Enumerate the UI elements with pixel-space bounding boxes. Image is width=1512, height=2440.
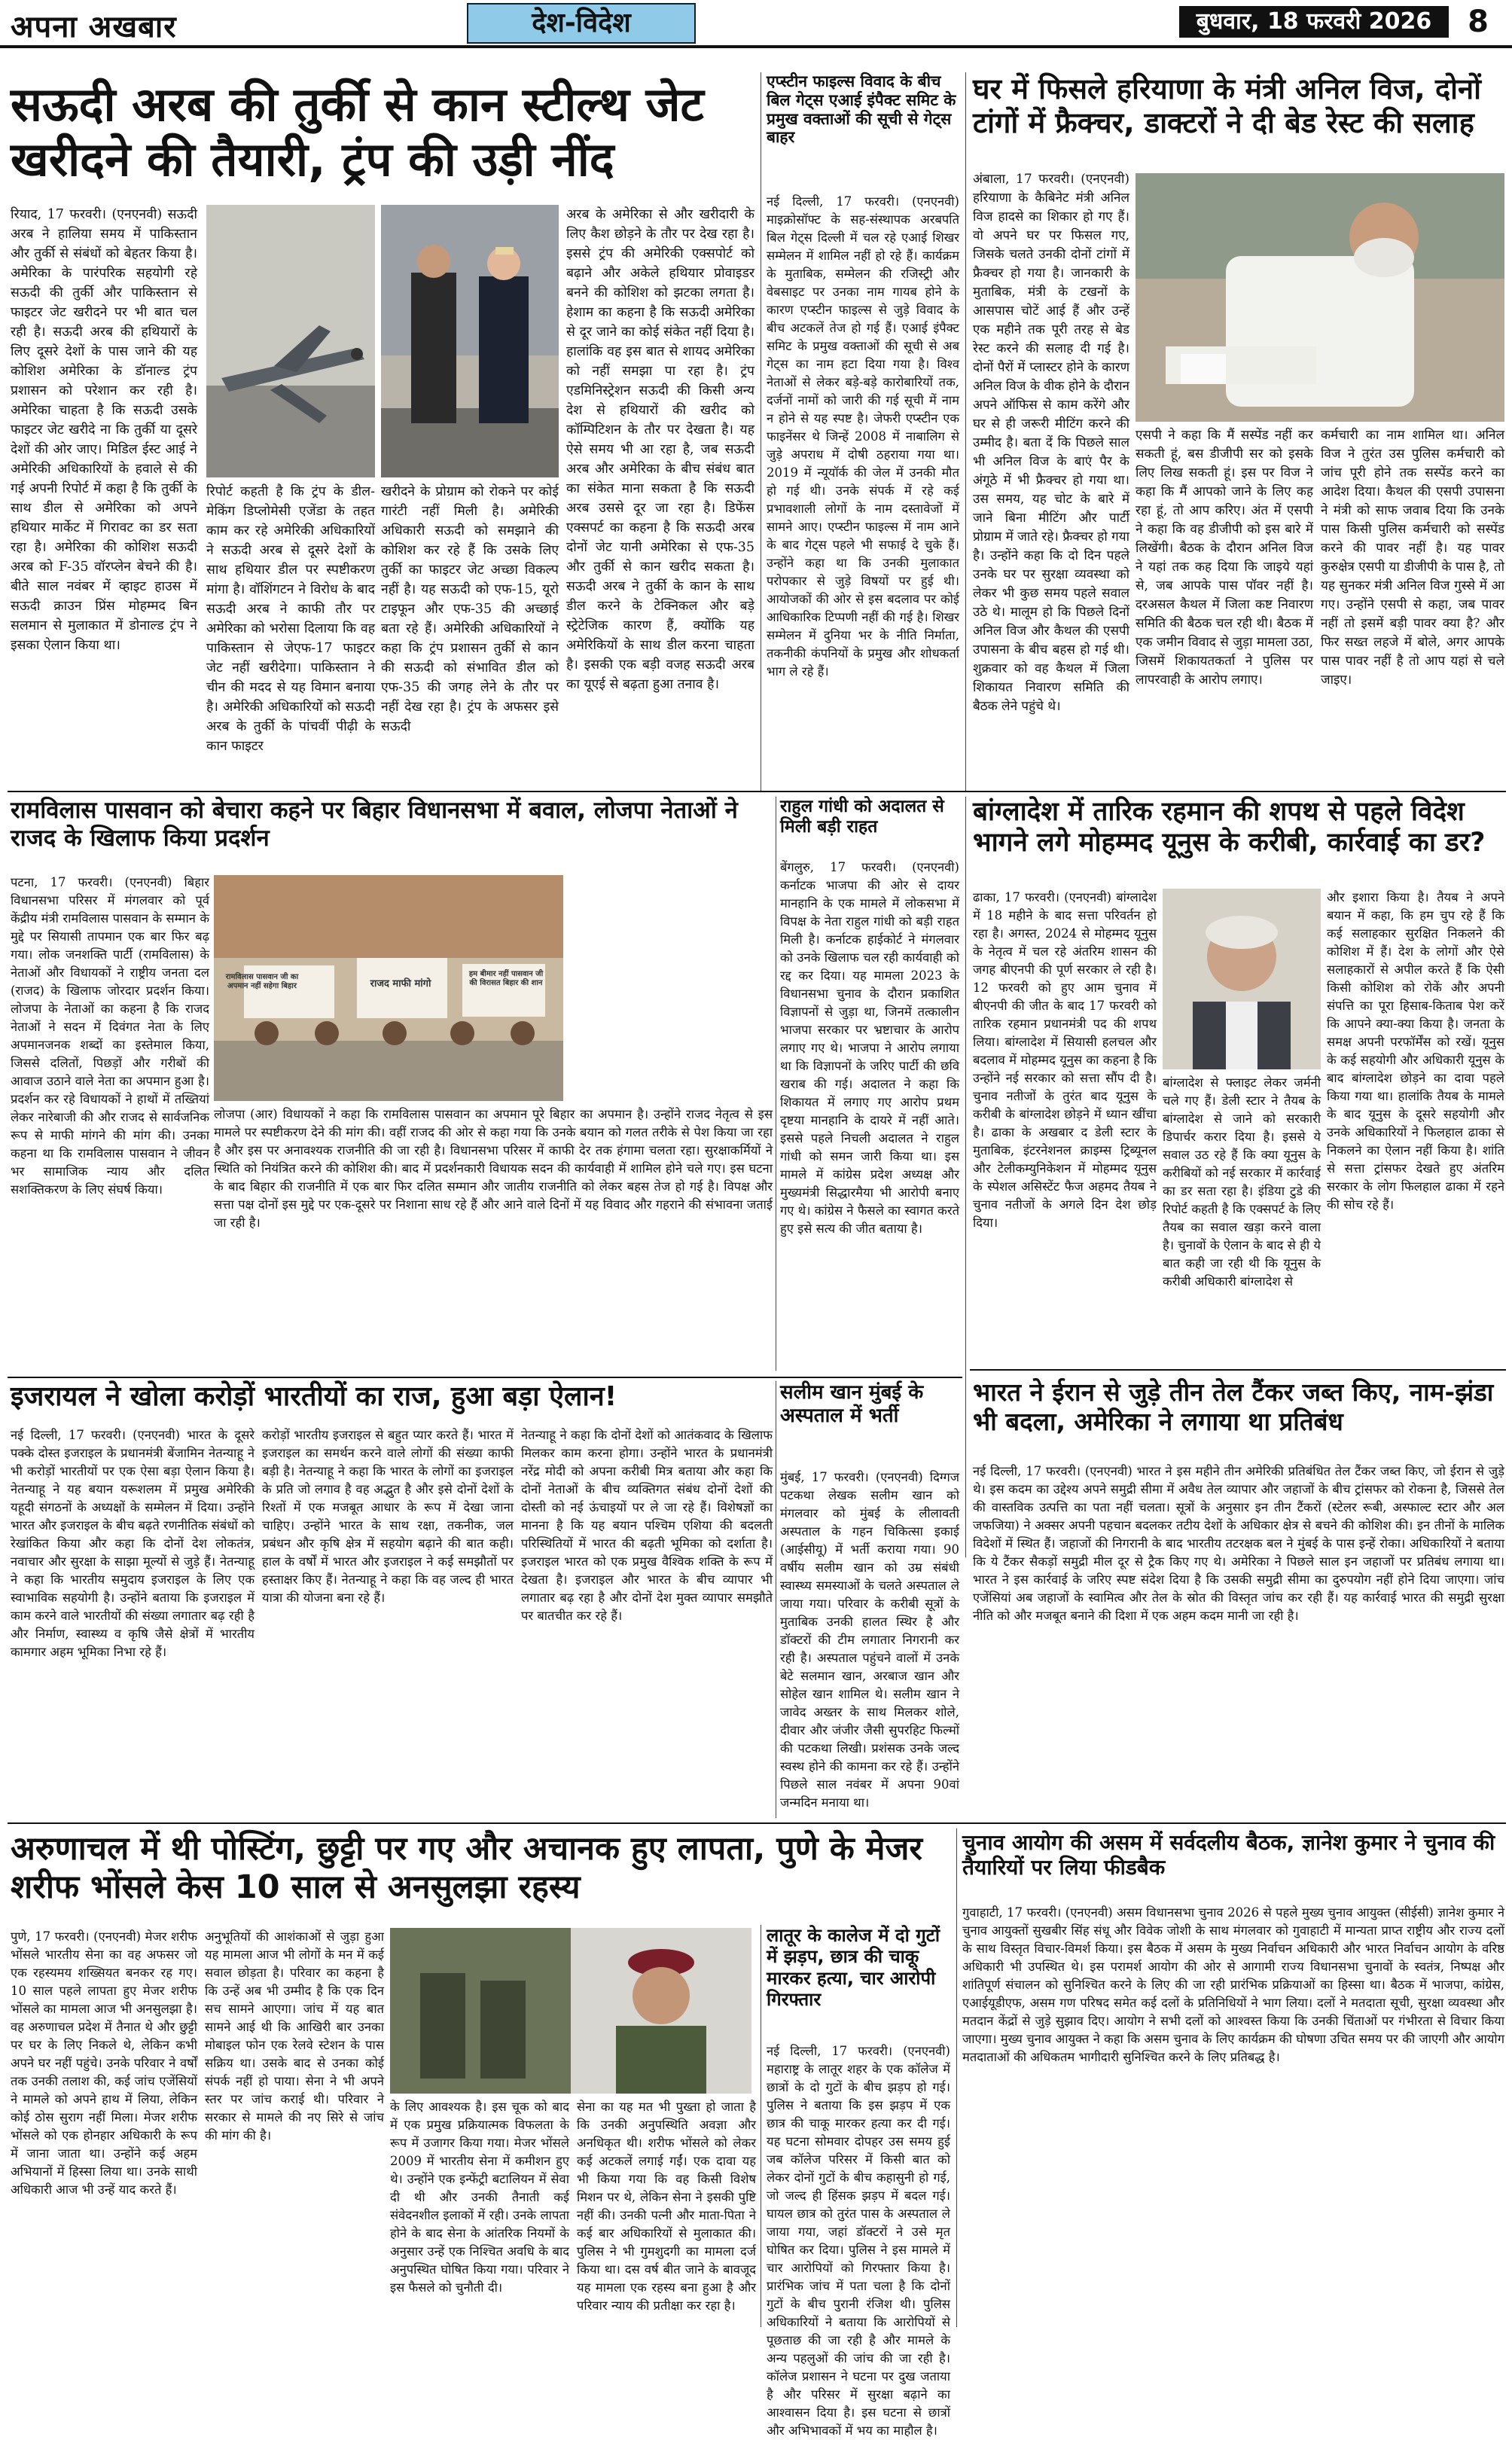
headline-salim: सलीम खान मुंबई के अस्पताल में भर्ती [780, 1381, 924, 1427]
yunus-photo [1163, 889, 1321, 1069]
headline-anil-vij: घर में फिसले हरियाणा के मंत्री अनिल विज, दोनों टांगों में फ्रैक्चर, डाक्टरों ने दी बेड रेस्ट की सलाह [973, 72, 1481, 139]
protest-placard-text: रामविलास पासवान जी का अपमान नहीं सहेगा बिहार [225, 973, 299, 990]
section-divider [8, 791, 1506, 792]
headline-latur: लातूर के कालेज में दो गुटों में झड़प, छात्र की चाकू मारकर हत्या, चार आरोपी गिरफ्तार [767, 1925, 940, 2010]
article-latur: नई दिल्ली, 17 फरवरी। (एनएनवी) महाराष्ट्र के लातूर शहर के एक कॉलेज में छात्रों के दो गुटों के बीच झड़प हो गई। पुलिस ने बताया कि इस झड़प में एक छात्र की चाकू मारकर हत्या कर दी गई। यह घटना सोमवार दोपहर उस समय हुई जब कॉलेज परिसर में किसी बात को लेकर दोनों गुटों के बीच कहासुनी हो गई, जो जल्द ही हिंसक झड़प में बदल गई। घायल छात्र को तुरंत पास के अस्पताल ले जाया गया, जहां डॉक्टरों ने उसे मृत घोषित कर दिया। पुलिस ने इस मामले में चार आरोपियों को गिरफ्तार किया है। प्रारंभिक जांच में पता चला है कि दोनों गुटों के बीच पुरानी रंजिश थी। पुलिस अधिकारियों ने बताया कि आरोपियों से पूछताछ की जा रही है और मामले के अन्य पहलुओं की जांच की जा रही है। कॉलेज प्रशासन ने घटना पर दुख जताया है और परिसर में सुरक्षा बढ़ाने का आश्वासन दिया है। इस घटना से छात्रों और अभिभावकों में भय का माहौल है। [767, 2044, 950, 2438]
article-israel-col1: नई दिल्ली, 17 फरवरी। (एनएनवी) भारत के दूसरे पक्के दोस्त इजराइल के प्रधानमंत्री बेंजामिन नेतन्याहू ने भी करोड़ों भारतीयों पर एक ऐसा बड़ा ऐलान किया है। नेतन्याहू ने यह बयान यरूशलम में प्रमुख अमेरिकी यहूदी संगठनों के अध्यक्षों के सम्मेलन में दिया। उन्होंने भारत और इजराइल के बीच बढ़ते रणनीतिक संबंधों को रेखांकित किया और कहा कि दोनों देश लोकतंत्र, नवाचार और सुरक्षा के साझा मूल्यों से जुड़े हैं। नेतन्याहू ने कहा कि भारतीय समुदाय इजराइल के लिए एक स्वाभाविक सहयोगी है। उन्होंने बताया कि इजराइल में काम करने वाले भारतीयों की संख्या लगातार बढ़ रही है और निर्माण, स्वास्थ्य व कृषि जैसे क्षेत्रों में भारतीय कामगार अहम भूमिका निभा रहे हैं। [11, 1428, 255, 1659]
headline-bangladesh: बांग्लादेश में तारिक रहमान की शपथ से पहले विदेश भागने लगे मोहम्मद यूनुस के करीबी, कार्रवाई का डर? [973, 797, 1486, 859]
article-bangladesh-col3: और इशारा किया है। तैयब ने अपने बयान में कहा, कि हम चुप रहे हैं कि कई सलाहकार सुरक्षित निकलने की कोशिश में हैं। देश के लोगों और ऐसे सलाहकारों से अपील करते हैं कि ऐसी किसी कोशिश को रोकें और अपनी संपत्ति का पूरा हिसाब-किताब पेश करें कि आपने क्या-क्या किया है। जनता के समक्ष अपनी परफॉर्मेंस को रखें। यूनुस के कई सहयोगी और अधिकारी यूनुस के बाद बांग्लादेश छोड़ने का दावा पहले किया गया था। हालांकि तैयब के मामले के बाद यूनुस के दूसरे सहयोगी और उनके अधिकारियों ने फिलहाल ढाका से निकलने का ऐलान नहीं किया है। शांति से सत्ता ट्रांसफर देखते हुए अंतरिम सरकार के लोग फिलहाल ढाका में रहने की सोच रहे हैं। [1327, 890, 1504, 1212]
article-saudi-col1: रियाद, 17 फरवरी। (एनएनवी) सऊदी अरब ने हालिया समय में पाकिस्तान और तुर्की से संबंधों को बेहतर किया है। अमेरिका के पारंपरिक सहयोगी रहे सऊदी की तुर्की और पाकिस्तान से फाइटर जेट खरीदने पर भी बात चल रही है। सऊदी अरब की हथियारों के लिए दूसरे देशों के पास जाने की यह कोशिश अमेरिका के डॉनाल्ड ट्रंप प्रशासन को परेशान कर रही है। अमेरिका चाहता है कि सऊदी उसके फाइटर जेट खरीदे ना कि तुर्की या दूसरे देशों की ओर जाए। मिडिल ईस्ट आई ने अमेरिकी अधिकारियों के हवाले से की गई अपनी रिपोर्ट में कहा है कि तुर्की के साथ डील से अमेरिका को अपने हथियार मार्केट में गिरावट का डर सता रहा है। अमेरिका की कोशिश सऊदी अरब को F-35 वॉरप्लेन बेचने की है। बीते साल नवंबर में व्हाइट हाउस में सऊदी क्राउन प्रिंस मोहम्मद बिन सलमान से मुलाकात में डोनाल्ड ट्रंप ने इसका ऐलान किया था। [11, 207, 197, 653]
protest-placard-text: राजद माफी मांगो [370, 978, 431, 990]
section-divider [970, 1369, 1506, 1371]
headline-sharif: अरुणाचल में थी पोस्टिंग, छुट्टी पर गए और अचानक हुए लापता, पुणे के मेजर शरीफ भोंसले केस 10 साल से अनसुलझा रहस्य [11, 1830, 922, 1906]
trump-mbs-photo [381, 205, 559, 477]
newspaper-brand: अपना अखबार [11, 10, 177, 44]
section-divider [8, 1377, 962, 1378]
column-divider [965, 72, 966, 792]
headline-iran: भारत ने ईरान से जुड़े तीन तेल टैंकर जब्त किए, नाम-झंडा भी बदला, अमेरिका ने लगाया था प्रतिबंध [973, 1377, 1494, 1436]
headline-saudi: सऊदी अरब की तुर्की से कान स्टील्थ जेट खरीदने की तैयारी, ट्रंप की उड़ी नींद [11, 77, 704, 188]
article-bangladesh-col1: ढाका, 17 फरवरी। (एनएनवी) बांग्लादेश में 18 महीने के बाद सत्ता परिवर्तन हो रहा है। अगस्त, 2024 से मोहम्मद यूनुस के नेतृत्व में चल रहे अंतरिम शासन की जगह बीएनपी की पूर्ण सरकार ले रही है। 12 फरवरी को हुए आम चुनाव में बीएनपी की जीत के बाद 17 फरवरी को तारिक रहमान प्रधानमंत्री पद की शपथ लिया। बांग्लादेश में सियासी हलचल और बदलाव में मोहम्मद यूनुस का कहना है कि उन्होंने नई सरकार को सत्ता सौंप दी है। चुनाव नतीजों के तुरंत बाद यूनुस के करीबी के बांग्लादेश छोड़ने में ध्यान खींचा है। ढाका के अखबार द डेली स्टार के मुताबिक, इंटरनेशनल क्राइम्स ट्रिब्यूनल और टेलीकम्युनिकेशन में मोहम्मद यूनुस के स्पेशल असिस्टेंट फैज अहमद तैयब ने चुनाव नतीजों के अगले दिन देश छोड़ दिया। [973, 890, 1157, 1230]
page-number: 8 [1468, 5, 1489, 39]
article-sharif-col3: के लिए आवश्यक है। इस चूक को बाद में एक प्रमुख प्रक्रियात्मक विफलता के रूप में उजागर किया गया। मेजर भोंसले 2009 में भारतीय सेना में कमीशन हुए थे। उन्होंने एक इन्फेंट्री बटालियन में सेवा दी थी और उनकी तैनाती कई संवेदनशील इलाकों में रही। उनके लापता होने के बाद सेना के आंतरिक नियमों के अनुसार उन्हें एक निश्चित अवधि के बाद अनुपस्थित घोषित किया गया। परिवार ने इस फैसले को चुनौती दी। [390, 2100, 569, 2295]
article-sharif-col2: अनुभूतियों की आशंकाओं से जुड़ा हुआ यह मामला आज भी लोगों के मन में कई सवाल छोड़ता है। परिवार का कहना है कि उन्हें अब भी उम्मीद है कि एक दिन सच सामने आएगा। जांच में यह बात सामने आई थी कि आखिरी बार उनका मोबाइल फोन एक रेलवे स्टेशन के पास सक्रिय था। उसके बाद से उनका कोई संपर्क नहीं हो पाया। सेना ने भी अपने स्तर पर जांच कराई थी। परिवार ने सरकार से मामले की नए सिरे से जांच की मांग की है। [205, 1929, 384, 2143]
article-israel-col3: नेतन्याहू ने कहा कि दोनों देशों को आतंकवाद के खिलाफ मिलकर काम करना होगा। उन्होंने भारत के प्रधानमंत्री नरेंद्र मोदी को अपना करीबी मित्र बताया और कहा कि दोनों नेताओं के बीच व्यक्तिगत संबंध दोनों देशों की दोस्ती को नई ऊंचाइयों पर ले जा रहे हैं। विशेषज्ञों का मानना है कि यह बयान पश्चिम एशिया की बदलती परिस्थितियों में भारत की बढ़ती भूमिका को दर्शाता है। इजराइल भारत को एक प्रमुख वैश्विक शक्ति के रूप में देखता है। इजराइल और भारत के बीच व्यापार भी लगातार बढ़ रहा है और दोनों देश मुक्त व्यापार समझौते पर बातचीत कर रहे हैं। [521, 1428, 773, 1623]
section-badge: देश-विदेश [467, 3, 696, 44]
article-saudi-col4: अरब के अमेरिका से और खरीदारी के लिए कैश छोड़ने के तौर पर देख रहा है। इससे ट्रंप की अमेरिकी एक्सपोर्ट को बढ़ाने और अकेले हथियार प्रोवाइडर बनने की कोशिश को झटका लगता है। हेशाम का कहना है कि सऊदी अमेरिका से दूर जाने का कोई संकेत नहीं दिया है। हालांकि वह इस बात से शायद अमेरिका को नहीं समझा पा रहा है। ट्रंप एडमिनिस्ट्रेशन सऊदी की किसी अन्य देश से हथियारों की खरीद को कॉम्पिटिशन के तौर पर देखता है। यह ऐसे समय भी आ रहा है, जब सऊदी अरब और अमेरिका के बीच संबंध बात का संकेत माना सकता है कि सऊदी अरब उससे दूर जा रहा है। डिफेंस एक्सपर्ट का कहना है कि सऊदी अरब दोनों जेट यानी अमेरिका से एफ-35 और तुर्की से कान खरीद सकता है। सऊदी अरब ने तुर्की के कान के साथ डील करने के टेक्निकल और बड़े स्ट्रेटेजिक कारण हैं, क्योंकि यह अमेरिकियों के साथ डील करना चाहता है। इसकी एक बड़ी वजह सऊदी अरब का यूएई से बढ़ता हुआ तनाव है। [566, 207, 754, 692]
edition-date: बुधवार, 18 फरवरी 2026 [1179, 6, 1449, 38]
anil-vij-photo [1136, 173, 1504, 422]
article-salim: मुंबई, 17 फरवरी। (एनएनवी) दिग्गज पटकथा लेखक सलीम खान को मंगलवार को मुंबई के लीलावती अस्पताल के गहन चिकित्सा इकाई (आईसीयू) में भर्ती कराया गया। 90 वर्षीय सलीम खान को उम्र संबंधी स्वास्थ्य समस्याओं के चलते अस्पताल ले जाया गया। परिवार के करीबी सूत्रों के मुताबिक उनकी हालत स्थिर है और डॉक्टरों की टीम लगातार निगरानी कर रही है। अस्पताल पहुंचने वालों में उनके बेटे सलमान खान, अरबाज खान और सोहेल खान शामिल थे। सलीम खान ने जावेद अख्तर के साथ मिलकर शोले, दीवार और जंजीर जैसी सुपरहिट फिल्मों की पटकथा लिखी। प्रशंसक उनके जल्द स्वस्थ होने की कामना कर रहे हैं। उन्होंने पिछले साल नवंबर में अपना 90वां जन्मदिन मनाया था। [780, 1470, 959, 1810]
article-assam: गुवाहाटी, 17 फरवरी। (एनएनवी) असम विधानसभा चुनाव 2026 से पहले मुख्य चुनाव आयुक्त (सीईसी) ज्ञानेश कुमार ने चुनाव आयुक्तों सुखबीर सिंह संधू और विवेक जोशी के साथ मंगलवार को गुवाहाटी में मान्यता प्राप्त राष्ट्रीय और राज्य दलों के साथ विस्तृत विचार-विमर्श किया। इस बैठक में असम के मुख्य निर्वाचन अधिकारी और भारत निर्वाचन आयोग के वरिष्ठ अधिकारी भी उपस्थित थे। इस परामर्श आयोग की ओर से आगामी राज्य विधानसभा चुनावों के स्वतंत्र, निष्पक्ष और शांतिपूर्ण संचालन को सुनिश्चित करने के लिए की जा रही प्रारंभिक प्रक्रियाओं का हिस्सा था। बैठक में भाजपा, कांग्रेस, एआईयूडीएफ, असम गण परिषद समेत कई दलों के प्रतिनिधियों ने भाग लिया। दलों ने मतदाता सूची, सुरक्षा व्यवस्था और मतदान केंद्रों से जुड़े सुझाव दिए। आयोग ने सभी दलों को आश्वस्त किया कि उनकी चिंताओं पर गंभीरता से विचार किया जाएगा। मुख्य चुनाव आयुक्त ने कहा कि असम चुनाव के लिए कार्यक्रम की घोषणा उचित समय पर की जाएगी और आयोग मतदाताओं की अधिकतम भागीदारी सुनिश्चित करने के लिए प्रतिबद्ध है। [962, 1905, 1504, 2064]
column-divider [956, 1828, 957, 2327]
article-rahul: बेंगलुरु, 17 फरवरी। (एनएनवी) कर्नाटक भाजपा की ओर से दायर मानहानि के एक मामले में लोकसभा में विपक्ष के नेता राहुल गांधी को बड़ी राहत मिली है। कर्नाटक हाईकोर्ट ने मंगलवार को उनके खिलाफ चल रही कार्यवाही को रद्द कर दिया। यह मामला 2023 के विधानसभा चुनाव के दौरान प्रकाशित विज्ञापनों से जुड़ा था, जिनमें तत्कालीन भाजपा सरकार पर भ्रष्टाचार के आरोप लगाए गए थे। भाजपा ने आरोप लगाया था कि विज्ञापनों के जरिए पार्टी की छवि खराब की गई। अदालत ने कहा कि शिकायत में लगाए गए आरोप प्रथम दृष्टया मानहानि के दायरे में नहीं आते। इससे पहले निचली अदालत ने राहुल गांधी को समन जारी किया था। इस मामले में कांग्रेस प्रदेश अध्यक्ष और मुख्यमंत्री सिद्धारमैया भी आरोपी बनाए गए थे। कांग्रेस ने फैसले का स्वागत करते हुए इसे सत्य की जीत बताया है। [780, 860, 959, 1236]
major-sharif-photo [390, 1928, 751, 2094]
spacer [946, 1833, 947, 1834]
column-divider [965, 797, 966, 1557]
article-vij-col1: अंबाला, 17 फरवरी। (एनएनवी) हरियाणा के कैबिनेट मंत्री अनिल विज हादसे का शिकार हो गए हैं। वो अपने घर पर फिसल गए, जिसके चलते उनकी दोनों टांगों में फ्रैक्चर हो गया है। जानकारी के मुताबिक, मंत्री के टखनों के आसपास चोटें आई हैं और उन्हें एक महीने तक पूरी तरह से बेड रेस्ट करने की सलाह दी गई है। दोनों पैरों में प्लास्टर होने के कारण अनिल विज के वीक होने के दौरान अपने ऑफिस से काम करेंगे और घर से ही जरूरी मीटिंग करने की उम्मीद है। बता दें कि पिछले साल भी अनिल विज के बाएं पैर के अंगूठे में भी फ्रैक्चर हो गया था। उस समय, यह चोट के बारे में जाने बिना मीटिंग और पार्टी प्रोग्राम में जाते रहे। फ्रैक्चर हो गया है। उन्होंने कहा कि दो दिन पहले उनके घर पर सुरक्षा व्यवस्था को लेकर भी कुछ समय पहले सवाल उठे थे। मालूम हो कि पिछले दिनों अनिल विज और कैथल की एसपी उपासना के बीच बहस हो गई थी। शुक्रवार को वह कैथल में जिला शिकायत निवारण समिति की बैठक लेने पहुंचे थे। [973, 172, 1129, 714]
masthead-rule [0, 45, 1512, 48]
section-divider [8, 1822, 1506, 1824]
article-saudi-col2: रिपोर्ट कहती है कि ट्रंप के डील-मेकिंग डिप्लोमेसी एजेंडा के तहत काम कर रहे अमेरिकी अधिकारियों ने सऊदी अरब से दूसरे देशों के साथ हथियार डील पर स्पष्टीकरण मांगा है। वॉशिंगटन ने विरोध के बाद सऊदी अरब ने काफी तौर पर अमेरिका को भरोसा दिलाया कि वह पाकिस्तान से जेएफ-17 फाइटर जेट नहीं खरीदेगा। पाकिस्तान ने चीन की मदद से यह विमान बनाया है। अमेरिकी अधिकारियों को सऊदी अरब के तुर्की के पांचवीं पीढ़ी के कान फाइटर [206, 484, 375, 754]
article-epstein: नई दिल्ली, 17 फरवरी। (एनएनवी) माइक्रोसॉफ्ट के सह-संस्थापक अरबपति बिल गेट्स दिल्ली में चल रहे एआई शिखर सम्मेलन में शामिल नहीं हो रहे हैं। कार्यक्रम के मुताबिक, सम्मेलन की रजिस्ट्री और वेबसाइट पर उनका नाम गायब होने के कारण एप्स्टीन फाइल्स से जुड़े विवाद के बीच अटकलें तेज हो गई हैं। एआई इंपैक्ट समिट के प्रमुख वक्ताओं की सूची से अब गेट्स का नाम हटा दिया गया है। विश्व नेताओं से लेकर बड़े-बड़े कारोबारियों तक, दर्जनों नामों को जारी की गई सूची में नाम न होने से यह स्पष्ट है। जेफरी एप्स्टीन एक फाइनेंसर थे जिन्हें 2008 में नाबालिग से जुड़े अपराध में दोषी ठहराया गया था। 2019 में न्यूयॉर्क की जेल में उनकी मौत हो गई थी। उनके संपर्क में रहे कई प्रभावशाली लोगों के नाम दस्तावेजों में सामने आए। एप्स्टीन फाइल्स में नाम आने के बाद गेट्स पहले भी सफाई दे चुके हैं। उन्होंने कहा था कि उनकी मुलाकात परोपकार से जुड़े विषयों पर हुई थी। आयोजकों की ओर से इस बदलाव पर कोई आधिकारिक टिप्पणी नहीं की गई है। शिखर सम्मेलन में दुनिया भर के नीति निर्माता, तकनीकी कंपनियों के प्रमुख और शोधकर्ता भाग ले रहे हैं। [767, 194, 959, 679]
article-bangladesh-col2: बांग्लादेश से फ्लाइट लेकर जर्मनी चले गए हैं। डेली स्टार ने तैयब के बांग्लादेश से जाने को सरकारी डिपार्चर करार दिया है। इससे ये सवाल उठ रहे हैं कि क्या यूनुस के करीबियों को नई सरकार में कार्रवाई का डर सता रहा है। इंडिया टुडे की रिपोर्ट कहती है कि एक्सपर्ट के लिए तैयब का सवाल खड़ा करने वाला है। चुनावों के ऐलान के बाद से ही ये बात कही जा रही थी कि यूनुस के करीबी अधिकारी बांग्लादेश से [1163, 1075, 1321, 1289]
headline-israel: इजरायल ने खोला करोड़ों भारतीयों का राज, हुआ बड़ा ऐलान! [11, 1381, 617, 1412]
article-vij-col3: कर्मचारी का नाम शामिल था। अनिल विज ने तुरंत उस पुलिस कर्मचारी को जांच पूरी होने तक सस्पेंड करने का आदेश दिया। कैथल की एसपी उपासना ने मंत्री को साफ जवाब दिया कि उनके पास किसी पुलिस कर्मचारी को सस्पेंड करने की पावर नहीं है। यह पावर कुरुक्षेत्र एसपी या डीजीपी के पास है, तो यह सुनकर मंत्री अनिल विज गुस्से में आ गए। उन्होंने एसपी से कहा, जब पावर नहीं तो इसमें बड़ी पावर क्या है? और फिर सख्त लहजे में बोले, अगर आपके पास पावर नहीं है तो आप यहां से चले जाइए। [1321, 428, 1504, 688]
article-israel-col2: करोड़ों भारतीय इजराइल से बहुत प्यार करते हैं। भारत में इजराइल का समर्थन करने वाले लोगों की संख्या काफी बड़ी है। नेतन्याहू ने कहा कि भारत के लोगों का इजराइल के प्रति जो लगाव है वह अद्भुत है और इसे दोनों देशों के रिश्तों में एक मजबूत आधार के रूप में देखा जाना चाहिए। उन्होंने भारत के साथ रक्षा, तकनीक, जल प्रबंधन और कृषि क्षेत्र में सहयोग बढ़ाने की बात कही। हाल के वर्षों में भारत और इजराइल ने कई समझौतों पर हस्ताक्षर किए हैं। नेतन्याहू ने कहा कि वह जल्द ही भारत यात्रा की योजना बना रहे हैं। [262, 1428, 514, 1605]
fighter-jet-photo [206, 205, 375, 477]
article-iran: नई दिल्ली, 17 फरवरी। (एनएनवी) भारत ने इस महीने तीन अमेरिकी प्रतिबंधित तेल टैंकर जब्त किए, जो ईरान से जुड़े थे। इस कदम का उद्देश्य अपने समुद्री सीमा में अवैध तेल व्यापार और जहाजों के बीच ट्रांसफर को रोकना है, जिससे तेल की वास्तविक उत्पत्ति का पता नहीं चलता। सूत्रों के अनुसार इन तीन टैंकरों (स्टेलर रूबी, अस्फाल्ट स्टार और अल जफजिया) ने अक्सर अपनी पहचान बदलकर तटीय देशों के अधिकार क्षेत्र से बचने की कोशिश की। इन तीनों के मालिक विदेशों में स्थित हैं। जहाजों की निगरानी के बाद भारतीय तटरक्षक बल ने मुंबई के पास इन्हें रोका। अधिकारियों ने बताया कि ये टैंकर सैकड़ों समुद्री मील दूर से ट्रैक किए गए थे। अमेरिका ने पिछले साल इन जहाजों पर प्रतिबंध लगाया था। भारत ने इस कार्रवाई के जरिए स्पष्ट संदेश दिया है कि उसकी समुद्री सीमा का दुरुपयोग नहीं होने दिया जाएगा। जांच एजेंसियां अब जहाजों के स्वामित्व और तेल के स्रोत की विस्तृत जांच कर रही हैं। यह कार्रवाई भारत की समुद्री सुरक्षा नीति को और मजबूत बनाने की दिशा में एक अहम कदम मानी जा रही है। [973, 1464, 1504, 1623]
headline-rahul: राहुल गांधी को अदालत से मिली बड़ी राहत [780, 797, 944, 837]
headline-assam: चुनाव आयोग की असम में सर्वदलीय बैठक, ज्ञानेश कुमार ने चुनाव की तैयारियों पर लिया फीडबैक [962, 1830, 1495, 1880]
article-saudi-col3: खरीदने के प्रोग्राम को रोकने पर कोई गारंटी नहीं मिली है। अमेरिकी अधिकारी सऊदी को समझाने की कोशिश कर रहे हैं कि उसके लिए तुर्की का फाइटर जेट अच्छा विकल्प नहीं है। यह सऊदी को एफ-15, यूरो टाइफून और एफ-35 की अच्छाई बता रहे हैं। अमेरिकी अधिकारियों ने कहा कि ट्रंप प्रशासन तुर्की से कान की सऊदी को संभावित डील को एफ-35 की जगह लेने के तौर पर नहीं देख रहा है। ट्रंप के अफसर इसे सऊदी [381, 484, 559, 734]
article-sharif-col4: सेना का यह मत भी पुख्ता हो जाता है कि उनकी अनुपस्थिति अवज्ञा और अनधिकृत थी। शरीफ भोंसले को लेकर कई अटकलें लगाई गईं। एक दावा यह भी किया गया कि वह किसी विशेष मिशन पर थे, लेकिन सेना ने इसकी पुष्टि नहीं की। उनकी पत्नी और माता-पिता ने कई बार अधिकारियों से मुलाकात की। पुलिस ने भी गुमशुदगी का मामला दर्ज किया था। दस वर्ष बीत जाने के बावजूद यह मामला एक रहस्य बना हुआ है और परिवार न्याय की प्रतीक्षा कर रहा है। [577, 2100, 756, 2313]
article-vij-col2: एसपी ने कहा कि मैं सस्पेंड नहीं कर सकती हूं, बस डीजीपी सर को इसके लिए लिख सकती हूं। इस पर विज ने कहा कि मैं आपको जाने के लिए कह रहा हूं, तो आप करिए। अंत में एसपी ने कहा कि वह डीजीपी को इस बारे में लिखेंगी। बैठक के दौरान अनिल विज ने यहां तक कह दिया कि जाइये यहां से, जब आपके पास पॉवर नहीं है। दरअसल कैथल में जिला कष्ट निवारण समिति की बैठक चल रही थी। बैठक में एक जमीन विवाद से जुड़ा मामला उठा, जिसमें शिकायतकर्ता ने पुलिस पर लापरवाही के आरोप लगाए। [1136, 428, 1313, 688]
article-paswan-col1: पटना, 17 फरवरी। (एनएनवी) बिहार विधानसभा परिसर में मंगलवार को पूर्व केंद्रीय मंत्री रामविलास पासवान के सम्मान के मुद्दे पर सियासी तापमान एक बार फिर बढ़ गया। लोक जनशक्ति पार्टी (रामविलास) के नेताओं और विधायकों ने राष्ट्रीय जनता दल (राजद) के खिलाफ जोरदार प्रदर्शन किया। लोजपा के नेताओं का कहना है कि राजद नेताओं ने सदन में दिवंगत नेता के लिए अपमानजनक शब्दों का इस्तेमाल किया, जिससे दलितों, पिछड़ों और गरीबों की आवाज उठाने वाले नेता का अपमान हुआ है। प्रदर्शन कर रहे विधायकों ने हाथों में तख्तियां लेकर नारेबाजी की और राजद से सार्वजनिक रूप से माफी मांगने की मांग की। उनका कहना था कि रामविलास पासवान ने जीवन भर सामाजिक न्याय और दलित सशक्तिकरण के लिए संघर्ष किया। [11, 875, 209, 1197]
headline-epstein: एप्स्टीन फाइल्स विवाद के बीच बिल गेट्स एआई इंपैक्ट समिट के प्रमुख वक्ताओं की सूची से गेट्स बाहर [767, 72, 956, 147]
article-sharif-col1: पुणे, 17 फरवरी। (एनएनवी) मेजर शरीफ भोंसले भारतीय सेना का वह अफसर जो एक रहस्यमय शख्सियत बनकर रह गए। 10 साल पहले लापता हुए मेजर शरीफ भोंसले का मामला आज भी अनसुलझा है। वह अरुणाचल प्रदेश में तैनात थे और छुट्टी पर घर के लिए निकले थे, लेकिन कभी अपने घर नहीं पहुंचे। उनके परिवार ने वर्षों तक उनकी तलाश की, कई जांच एजेंसियों ने मामले को अपने हाथ में लिया, लेकिन कोई ठोस सुराग नहीं मिला। मेजर शरीफ भोंसले को एक होनहार अधिकारी के रूप में जाना जाता था। उन्होंने कई अहम अभियानों में हिस्सा लिया था। उनके साथी अधिकारी आज भी उन्हें याद करते हैं। [11, 1929, 197, 2197]
article-paswan-col2: लोजपा (आर) विधायकों ने कहा कि रामविलास पासवान का अपमान पूरे बिहार का अपमान है। उन्होंने राजद नेतृत्व से इस मामले पर स्पष्टीकरण देने की मांग की। वहीं राजद की ओर से कहा गया कि उनके बयान को गलत तरीके से पेश किया जा रहा है और इस पर अनावश्यक राजनीति की जा रही है। विधानसभा परिसर में काफी देर तक हंगामा चलता रहा। सुरक्षाकर्मियों ने स्थिति को नियंत्रित करने की कोशिश की। बाद में प्रदर्शनकारी विधायक सदन की कार्यवाही में शामिल होने चले गए। इस घटना के बाद बिहार की राजनीति में एक बार फिर दलित सम्मान और जातीय राजनीति को लेकर बहस तेज हो गई है। विपक्ष और सत्ता पक्ष दोनों इस मुद्दे पर एक-दूसरे पर निशाना साध रहे हैं और आने वाले दिनों में यह विवाद और गहराने की संभावना जताई जा रही है। [214, 1107, 773, 1230]
protest-placard-text: हम बीमार नहीं पासवान जी की विरासत बिहार की शान [468, 970, 544, 987]
headline-paswan: रामविलास पासवान को बेचारा कहने पर बिहार विधानसभा में बवाल, लोजपा नेताओं ने राजद के खिलाफ किया प्रदर्शन [11, 797, 738, 852]
